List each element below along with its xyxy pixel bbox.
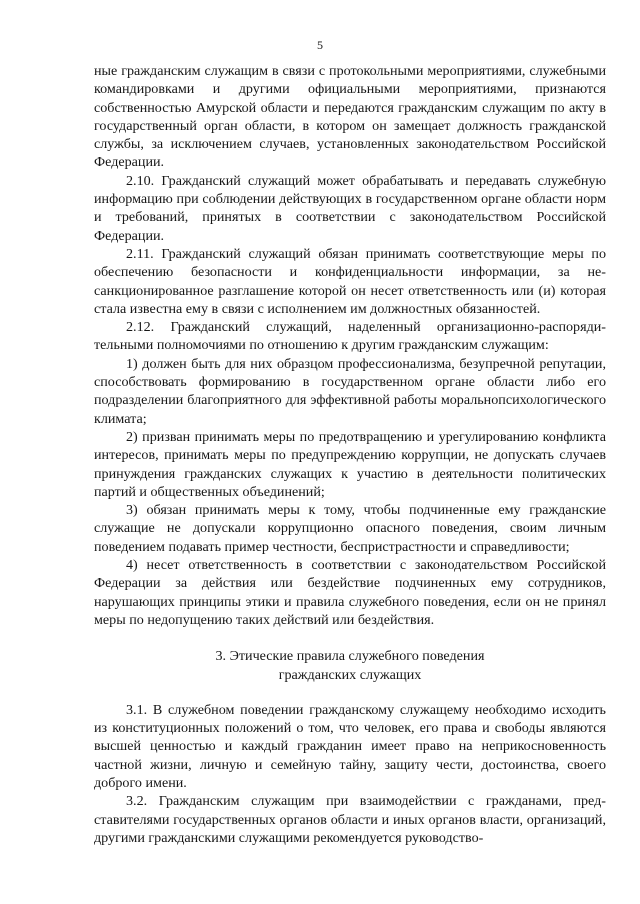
paragraph-2-11: 2.11. Гражданский служащий обязан принимать соответствующие меры по обеспечению безопасности и конфиденциальности информации, за несанкционированное разглашение которой он несет ответственность или (и) которая стала известна ему в связи с исполнением им должностных обязанностей. — [94, 245, 606, 317]
section-heading-line-1: 3. Этические правила служебного поведения — [215, 648, 485, 665]
paragraph-2-10: 2.10. Гражданский служащий может обрабатывать и передавать служебную информацию при соблюдении действующих в государственном органе области норм и требований, принятых в соответствии с законодательством Российской Федерации. — [94, 172, 606, 244]
list-item-2: 2) призван принимать меры по предотвращению и урегулированию конфликта интересов, принимать меры по предупреждению коррупции, не допускать случаев принуждения гражданских служащих к участию в деятельности политических партий и общественных объединений; — [94, 428, 606, 500]
list-item-1: 1) должен быть для них образцом профессионализма, безупречной репутации, способствовать формированию в государственном органе области либо его подразделении благоприятного для эффективной работы моральнопсихологического климата; — [94, 355, 606, 427]
paragraph-2-12: 2.12. Гражданский служащий, наделенный организационно-распорядительными полномочиями по отношению к другим гражданским служащим: — [94, 319, 606, 354]
document-body — [94, 62, 606, 847]
paragraph-3-2: 3.2. Гражданским служащим при взаимодействии с гражданами, представителями государственных органов области и иных органов власти, организаций, другими гражданскими служащими рекомендуется руководство- — [94, 793, 606, 846]
paragraph-continuation: ные гражданским служащим в связи с протокольными мероприятиями, служебными командировками и другими официальными мероприятиями, признаются собственностью Амурской области и передаются гражданским служащим по акту в государственный орган области, в котором он замещает должность гражданской службы, за исключением случаев, установленных законодательством Российской Федерации. — [94, 63, 606, 171]
list-item-3: 3) обязан принимать меры к тому, чтобы подчиненные ему гражданские служащие не допускали коррупционно опасного поведения, своим личным поведением подавать пример честности, беспристрастности и справедливости; — [94, 502, 606, 555]
list-item-4: 4) несет ответственность в соответствии с законодательством Российской Федерации за действия или бездействие подчиненных ему сотрудников, нарушающих принципы этики и правила служебного поведения, если он не принял меры по недопущению таких действий или бездействия. — [94, 557, 606, 628]
section-heading-line-2: гражданских служащих — [278, 666, 422, 683]
page-number: 5 — [317, 38, 323, 52]
paragraph-3-1: 3.1. В служебном поведении гражданскому служащему необходимо исходить из конституционных положений о том, что человек, его права и свободы являются высшей ценностью и каждый гражданин имеет право на неприкосновенность частной жизни, личную и семейную тайну, защиту чести, достоинства, своего доброго имени. — [94, 701, 606, 791]
